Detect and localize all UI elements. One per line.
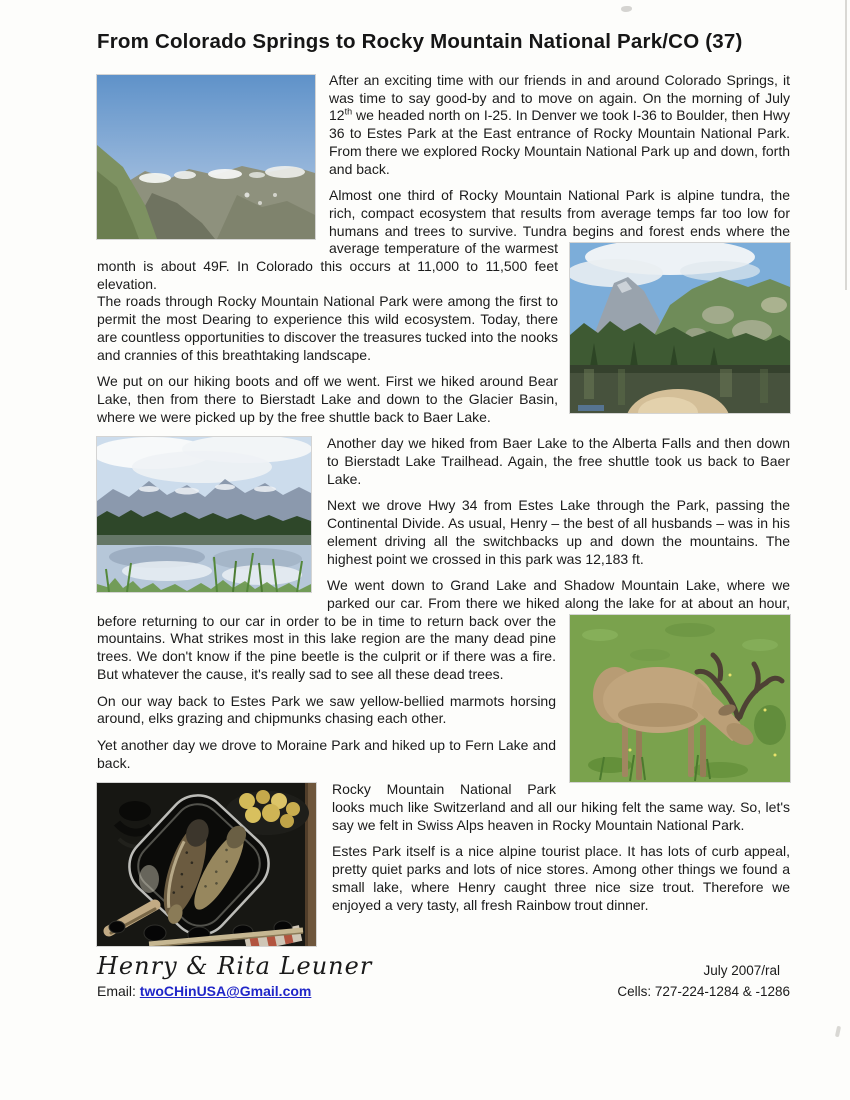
paragraph-moraine-park: Yet another day we drove to Moraine Park and hiked up to Fern Lake and back.	[97, 736, 556, 771]
photo-snow-capped-mountains	[97, 75, 315, 239]
text-run: The roads through Rocky Mountain National Park were among the first to permit the most Dearing to experience this wild ecosystem. Today, there are countless opportunities to discover the treasures tucked into the nooks and crannies of this breathtaking landscape.	[97, 293, 558, 363]
email-line	[97, 983, 372, 999]
photo-trout-frying-pan	[97, 783, 316, 946]
letter-footer	[97, 952, 790, 1002]
page-title: From Colorado Springs to Rocky Mountain National Park/CO (37)	[97, 30, 743, 53]
paragraph-hiking-bear-lake: We put on our hiking boots and off we went. First we hiked around Bear Lake, then from there to Bierstadt Lake and down to the Glacier Basin, where we were picked up by the free shuttle back to Baer Lake.	[97, 373, 558, 425]
text-run: After an exciting time with our friends in and around Colorado Springs, it was time to say good-by and to move on again. On the morning of July 12	[329, 72, 790, 124]
scan-artifact-edge-line	[845, 0, 847, 290]
paragraph-estes-park: Estes Park itself is a nice alpine tourist place. It has lots of curb appeal, pretty quiet parks and lots of nice stores. Among other things we found a small lake, where Henry caught three nice size trout. Therefore we enjoyed a very tasty, all fresh Rainbow trout dinner.	[332, 843, 790, 913]
signature: Henry & Rita Leuner	[97, 952, 373, 981]
date-line: July 2007/ral	[703, 963, 780, 979]
paragraph-switzerland: Rocky Mountain National Park looks much like Switzerland and all our hiking felt the same way. So, let's say we felt in Swiss Alps heaven in Rocky Mountain National Park.	[332, 781, 790, 833]
text-run: car in order to be in time to return back over the mountains. What strikes most in this lake region are the many dead pine trees. We don't know if the pine beetle is the culprit or if there was a fire. But whatever the cause, it's really sad to see all these dead trees.	[97, 612, 556, 682]
photo-lake-mountain-reflection	[97, 437, 311, 592]
letter-body	[97, 72, 790, 914]
footer-right	[617, 952, 790, 1002]
paragraph-alberta-falls: Another day we hiked from Baer Lake to the Alberta Falls and then down to Bierstadt Lake Trailhead. Again, the free shuttle took us back to Baer Lake.	[327, 435, 790, 487]
text-run: we headed north on I-25. In Denver we took I-36 to Boulder, then Hwy 36 to Estes Park at the East entrance of Rocky Mountain National Park. From there we explored Rocky Mountain National Park up and down, forth and back.	[329, 107, 790, 177]
text-run: Almost one third of Rocky Mountain National Park is alpine tundra, the rich, compact ecosystem that results from average temps far too low for humans and trees to survive. Tundra begins and forest	[329, 187, 790, 239]
footer-left	[97, 952, 372, 1002]
email-label: Email:	[97, 983, 136, 1000]
text-run: We went down to Grand Lake and Shadow Mountain Lake, where we parked our car. From there we hiked along the lake for at about an hour, before returning to our	[97, 577, 790, 629]
photo-bear-lake-hallett-peak	[570, 243, 790, 413]
scan-artifact-smudge	[621, 6, 632, 12]
scan-artifact-mark	[835, 1026, 841, 1038]
paragraph-grand-lake	[97, 577, 790, 683]
text-run: ends where the average temperature of the warmest month is about 49F. In Colorado this occurs at 11,000 to 11,500 feet elevation.	[97, 222, 790, 292]
paragraph-marmots: On our way back to Estes Park we saw yellow-bellied marmots horsing around, elks grazing and chipmunks chasing each other.	[97, 692, 556, 727]
cells-line: Cells: 727-224-1284 & -1286	[617, 984, 790, 1000]
photo-deer-grazing-meadow	[570, 615, 790, 782]
superscript-th: th	[344, 106, 353, 117]
email-link[interactable]: twoCHinUSA@Gmail.com	[139, 983, 312, 1000]
paragraph-hwy34: Next we drove Hwy 34 from Estes Lake through the Park, passing the Continental Divide. As usual, Henry – the best of all husbands – was in his element driving all the switchbacks up and down the mountains. The highest point we crossed in this park was 12,183 ft.	[327, 497, 790, 567]
